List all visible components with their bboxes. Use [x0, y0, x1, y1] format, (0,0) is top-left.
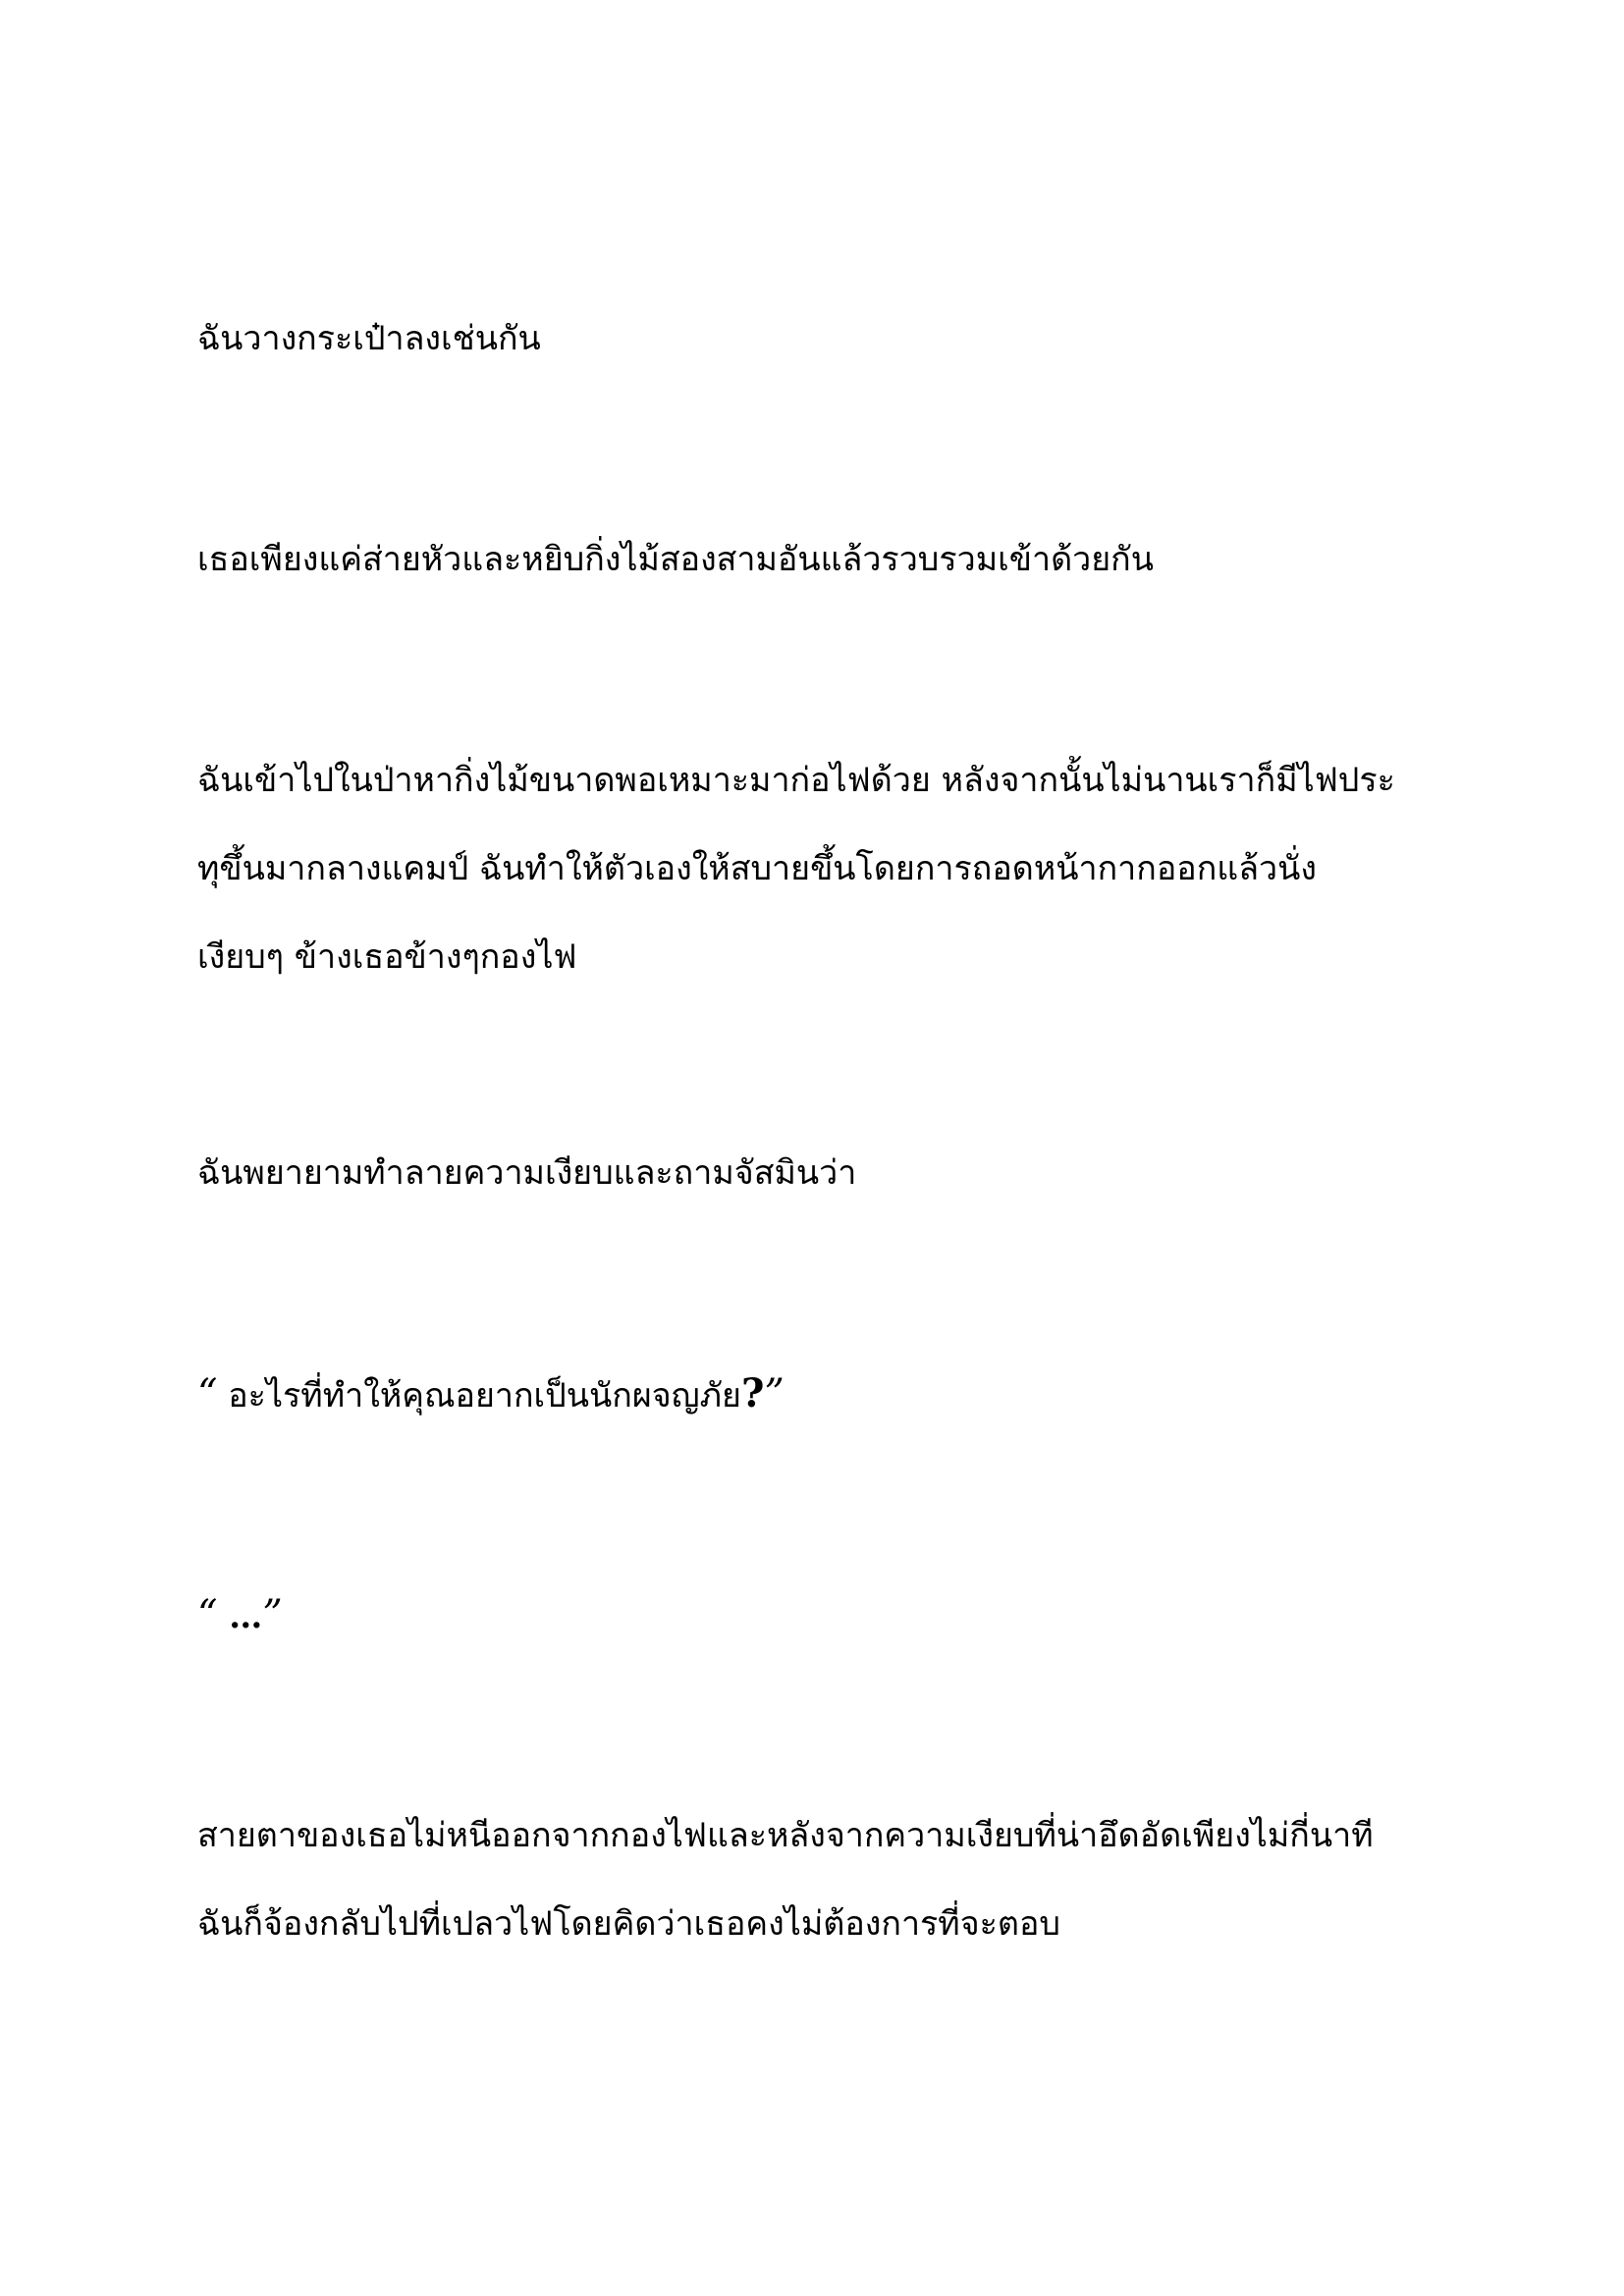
close-quote-mark: ”: [764, 1371, 785, 1416]
dialogue-silence: [197, 1571, 1474, 1661]
paragraph-line: ฉันวางกระเป๋าลงเช่นกัน: [197, 319, 541, 358]
paragraph-line: เงียบๆ ข้างเธอข้างๆกองไฟ: [197, 937, 577, 977]
paragraph-campfire: [197, 736, 1474, 1001]
paragraph-line: ฉันเข้าไปในป่าหากิ่งไม้ขนาดพอเหมาะมาก่อไฟด้วย หลังจากนั้นไม่นานเราก็มีไฟประ: [197, 761, 1395, 800]
paragraph-line: ฉันก็จ้องกลับไปที่เปลวไฟโดยคิดว่าเธอคงไม่ต้องการที่จะตอบ: [197, 1904, 1060, 1944]
paragraph-shook-head: [197, 515, 1474, 604]
open-quote-mark: “: [197, 1371, 218, 1416]
paragraph-break-silence: [197, 1129, 1474, 1217]
question-mark: ?: [740, 1370, 765, 1416]
dialogue-line: [197, 1571, 1474, 1661]
paragraph-line: เธอเพียงแค่ส่ายหัวและหยิบกิ่งไม้สองสามอันแล้วรวบรวมเข้าด้วยกัน: [197, 540, 1155, 579]
paragraph-stare-at-fire: [197, 1791, 1474, 1968]
dialogue-text: อะไรที่ทำให้คุณอยากเป็นนักผจญภัย: [217, 1376, 741, 1415]
open-quote-mark: “: [197, 1592, 218, 1637]
dialogue-line: [197, 1350, 1474, 1440]
dialogue-question: [197, 1350, 1474, 1440]
paragraph-line: ทุขึ้นมากลางแคมป์ ฉันทำให้ตัวเองให้สบายขึ้นโดยการถอดหน้ากากออกแล้วนั่ง: [197, 849, 1317, 888]
paragraph-line: ฉันพยายามทำลายความเงียบและถามจัสมินว่า: [197, 1153, 857, 1193]
paragraph-put-bag-down: [197, 294, 1474, 383]
paragraph-line: สายตาของเธอไม่หนีออกจากกองไฟและหลังจากความเงียบที่น่าอึดอัดเพียงไม่กี่นาที: [197, 1816, 1374, 1855]
ellipsis: …: [217, 1597, 263, 1636]
close-quote-mark: ”: [262, 1592, 283, 1637]
